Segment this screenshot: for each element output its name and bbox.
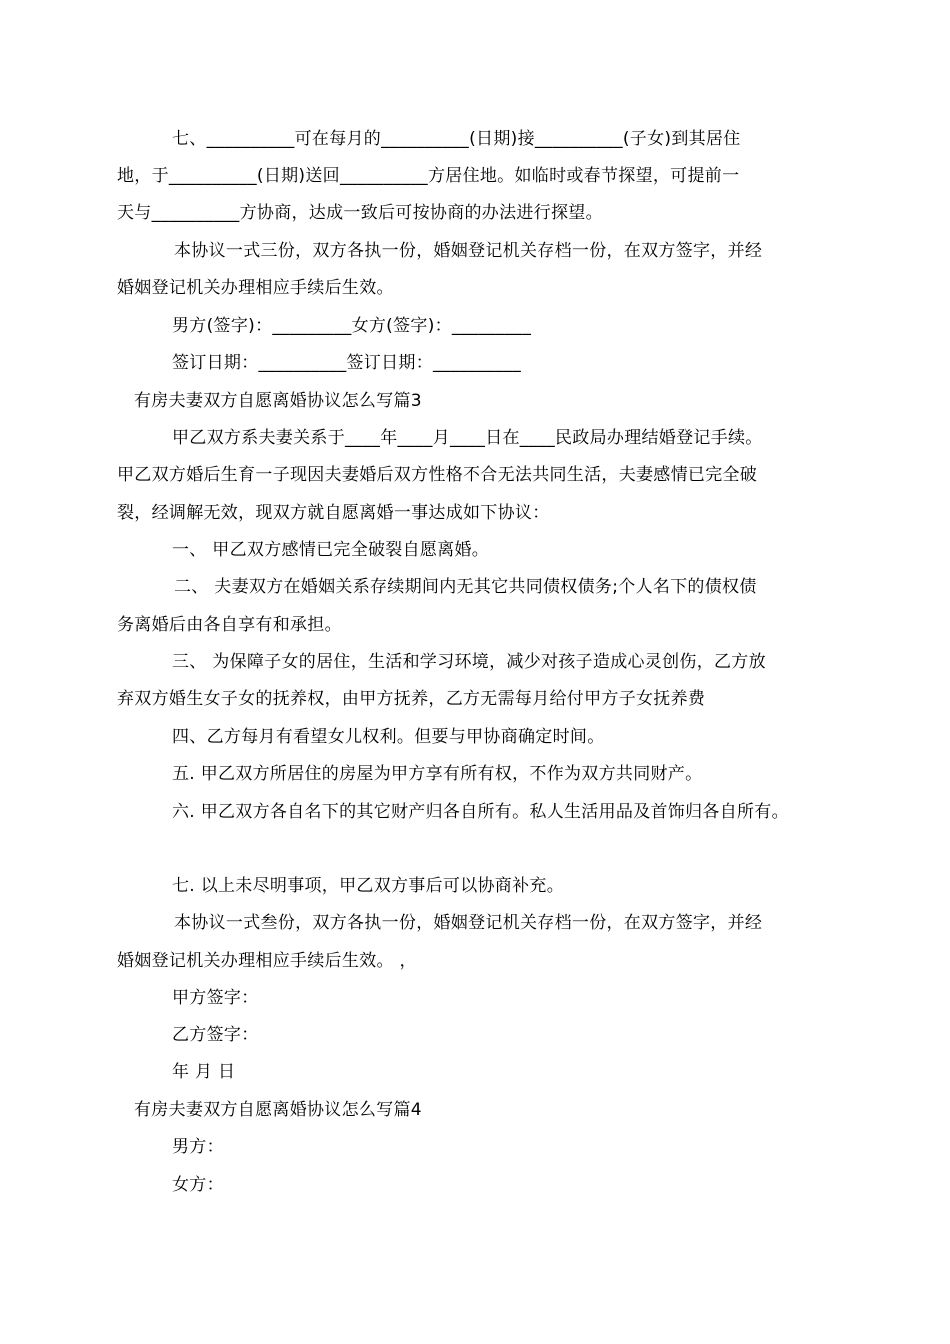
para-3-intro-3: 裂，经调解无效，现双方就自愿离婚一事达成如下协议： — [117, 503, 550, 523]
signature-line-parties: 男方(签字)：_________女方(签字)：_________ — [172, 316, 532, 336]
clause-4: 四、乙方每月有看望女儿权利。但要与甲协商确定时间。 — [172, 727, 605, 747]
para-3-intro-2: 甲乙双方婚后生育一子现因夫妻婚后双方性格不合无法共同生活，夫妻感情已完全破 — [117, 465, 758, 485]
line-copies-2: 婚姻登记机关办理相应手续后生效。 — [117, 278, 394, 298]
para-3-copies-1: 本协议一式叁份，双方各执一份，婚姻登记机关存档一份，在双方签字，并经 — [174, 913, 763, 933]
line-copies-1: 本协议一式三份，双方各执一份，婚姻登记机关存档一份，在双方签字，并经 — [174, 241, 763, 261]
clause-2-line-1: 二、 夫妻双方在婚姻关系存续期间内无其它共同债权债务;个人名下的债权债 — [174, 577, 757, 597]
date-line: 年 月 日 — [172, 1062, 236, 1082]
clause-2-line-2: 务离婚后由各自享有和承担。 — [117, 615, 342, 635]
clause-1: 一、 甲乙双方感情已完全破裂自愿离婚。 — [172, 540, 490, 560]
line-visit-1: 七、__________可在每月的__________(日期)接__________(子女)到其居住 — [172, 129, 741, 149]
party-b-signature: 乙方签字： — [172, 1025, 259, 1045]
para-3-copies-2: 婚姻登记机关办理相应手续后生效。 ， — [117, 951, 417, 971]
para-3-intro-1: 甲乙双方系夫妻关系于____年____月____日在____民政局办理结婚登记手续。 — [172, 428, 763, 448]
clause-7: 七. 以上未尽明事项，甲乙双方事后可以协商补充。 — [172, 876, 565, 896]
clause-3-line-2: 弃双方婚生女子女的抚养权，由甲方抚养，乙方无需每月给付甲方子女抚养费 — [117, 689, 706, 709]
line-visit-2: 地，于__________(日期)送回__________方居住地。如临时或春节探望，可提前一 — [117, 166, 740, 186]
party-a-signature: 甲方签字： — [172, 988, 259, 1008]
male-party-line: 男方： — [172, 1137, 224, 1157]
clause-6: 六. 甲乙双方各自名下的其它财产归各自所有。私人生活用品及首饰归各自所有。 — [172, 802, 789, 822]
clause-5: 五. 甲乙双方所居住的房屋为甲方享有所有权，不作为双方共同财产。 — [172, 764, 703, 784]
female-party-line: 女方： — [172, 1175, 224, 1195]
section-title-3: 有房夫妻双方自愿离婚协议怎么写篇3 — [134, 391, 422, 411]
signature-line-dates: 签订日期：__________签订日期：__________ — [172, 353, 521, 373]
clause-3-line-1: 三、 为保障子女的居住，生活和学习环境，减少对孩子造成心灵创伤，乙方放 — [172, 652, 766, 672]
line-visit-3: 天与__________方协商，达成一致后可按协商的办法进行探望。 — [117, 203, 603, 223]
section-title-4: 有房夫妻双方自愿离婚协议怎么写篇4 — [134, 1100, 422, 1120]
